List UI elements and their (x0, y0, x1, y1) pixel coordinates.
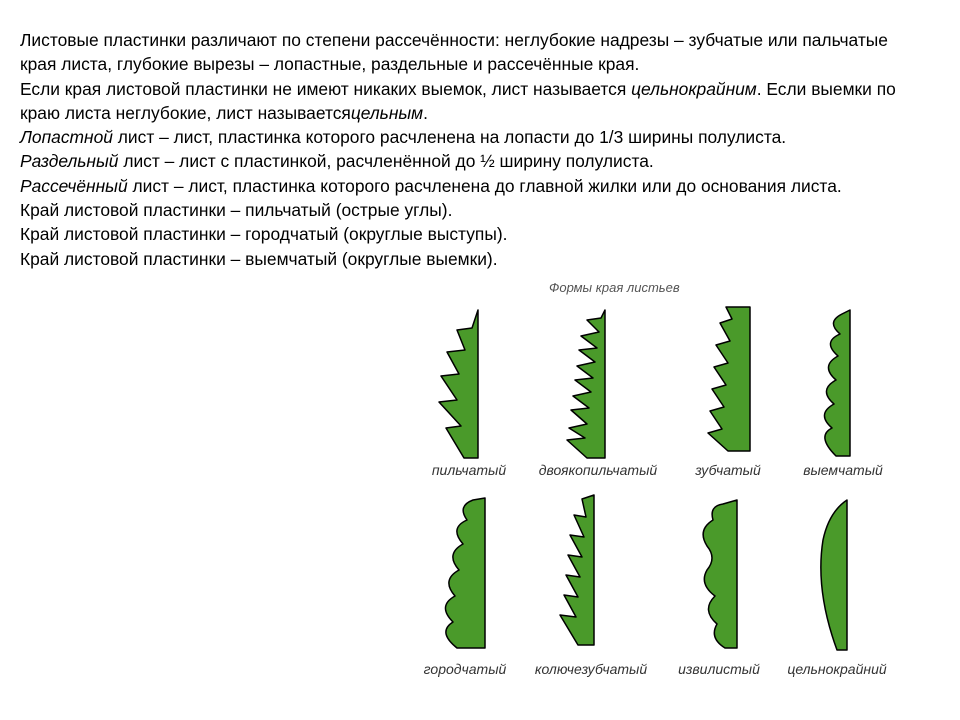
leaf-serrate-illustration (420, 310, 490, 460)
caption-serrate: пильчатый (431, 462, 507, 478)
paragraph-lobed (20, 125, 920, 149)
leaf-shape (824, 310, 850, 456)
caption-spiny: колючезубчатый (534, 661, 648, 677)
paragraph-dissection: Листовые пластинки различают по степени рассечённости: неглубокие надрезы – зубчатые или пальчатые края листа, глубокие вырезы – лопастные, раздельные и рассечённые края. (20, 30, 888, 75)
text-span: . Если выемки по краю листа неглубокие, лист называется (20, 78, 896, 123)
text-span: Если края листовой пластинки не имеют никаких выемок, лист называется (20, 78, 632, 99)
paragraph-sinuate: Край листовой пластинки – выемчатый (округлые выемки). (20, 248, 498, 269)
text-span: лист – лист, пластинка которого расчленена до главной жилки или до основания листа. (127, 175, 842, 196)
caption-undulate: извилистый (678, 661, 760, 677)
leaf-shape (703, 500, 737, 648)
caption-sinuate: выемчатый (803, 462, 883, 478)
paragraph-crenate: Край листовой пластинки – городчатый (округлые выступы). (20, 224, 508, 245)
leaf-undulate-illustration (695, 500, 750, 650)
leaf-dentate-illustration (700, 305, 760, 455)
leaf-sinuate-illustration (810, 310, 860, 458)
paragraph-entire-leaf (20, 77, 920, 126)
text-span: лист – лист, пластинка которого расчленена на лопасти до 1/3 ширины полулиста. (112, 127, 787, 148)
term-parted: Раздельный (20, 151, 119, 172)
text-block (20, 28, 920, 271)
leaf-shape (567, 310, 605, 458)
paragraph-dissected (20, 174, 920, 198)
text-span: лист – лист с пластинкой, расчленённой до ½ ширину полулиста. (118, 151, 654, 172)
caption-double-serrate: двоякопильчатый (538, 462, 658, 478)
term-whole: цельным (350, 102, 424, 123)
leaf-double-serrate-illustration (555, 310, 625, 460)
figure-title: Формы края листьев (549, 280, 680, 295)
caption-dentate: зубчатый (695, 462, 761, 478)
term-lobed: Лопастной (20, 127, 113, 148)
caption-entire: цельнокрайний (787, 661, 887, 677)
paragraph-parted (20, 149, 920, 173)
leaf-shape (708, 307, 750, 451)
leaf-crenate-illustration (435, 498, 495, 653)
leaf-shape (445, 498, 485, 648)
leaf-shape (439, 310, 478, 458)
paragraph-serrate: Край листовой пластинки – пильчатый (острые углы). (20, 200, 453, 221)
leaf-spiny-illustration (560, 495, 610, 650)
text-span: . (423, 102, 428, 123)
leaf-shape (821, 500, 847, 650)
term-dissected: Рассечённый (20, 175, 128, 196)
leaf-shape (560, 495, 594, 645)
leaf-entire-illustration (815, 500, 855, 652)
term-entire: цельнокрайним (631, 78, 757, 99)
caption-crenate: городчатый (423, 661, 507, 677)
